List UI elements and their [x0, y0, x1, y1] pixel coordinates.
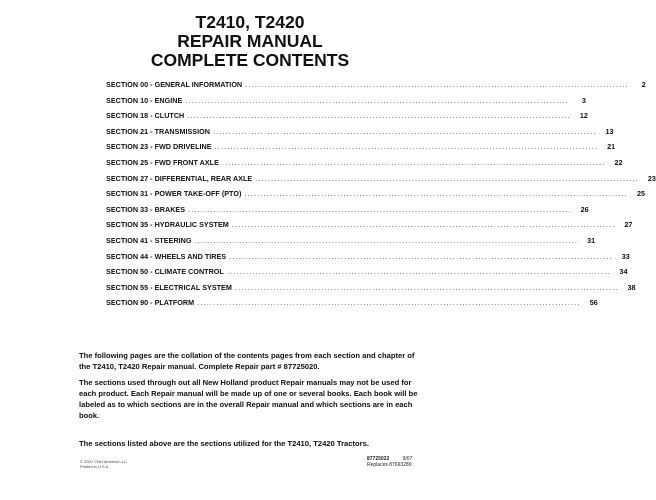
- toc-section-label: SECTION 55 - ELECTRICAL SYSTEM: [106, 282, 232, 292]
- toc-section-label: SECTION 90 - PLATFORM: [106, 298, 195, 308]
- printed-in-line: Printed in U.S.A.: [80, 464, 110, 469]
- toc-page-number: 34: [619, 267, 628, 277]
- part-info: [367, 456, 437, 468]
- toc-section-label: SECTION 44 - WHEELS AND TIRES: [106, 251, 227, 261]
- toc-entry: [106, 142, 616, 158]
- toc-dot-leader: ........................................................................................................................: [255, 173, 639, 183]
- toc-dot-leader: ........................................................................................................................: [212, 126, 597, 136]
- copyright-line: © 2007 CNH America LLC: [80, 459, 127, 464]
- toc-dot-leader: ........................................................................................................................: [214, 142, 599, 152]
- toc-dot-leader: ........................................................................................................................: [229, 251, 613, 261]
- intro-paragraph: The following pages are the collation of the contents pages from each section and chapter of the T2410, T2420 Repair manual. Complete Repair part # 87725020.: [79, 351, 415, 371]
- toc-entry: [106, 204, 589, 221]
- toc-entry: [106, 189, 646, 205]
- toc-section-label: SECTION 10 - ENGINE: [106, 95, 183, 105]
- toc-page-number: 31: [587, 235, 596, 245]
- toc-page-number: 13: [605, 126, 614, 136]
- toc-dot-leader: ........................................................................................................................: [188, 204, 572, 214]
- toc-section-label: SECTION 27 - DIFFERENTIAL, REAR AXLE: [106, 173, 253, 183]
- toc-section-label: SECTION 21 - TRANSMISSION: [106, 126, 210, 136]
- toc-dot-leader: ........................................................................................................................: [187, 111, 571, 121]
- toc-page-number: 26: [580, 204, 589, 214]
- toc-page-number: 38: [627, 282, 636, 292]
- manual-title-type: REPAIR MANUAL: [177, 31, 323, 51]
- sections-paragraph: The sections used through out all New Holland product Repair manuals may not be used for each product. Each Repair manual will be made up of one or several books. Each book will be labeled as to which sections are in the overall Repair manual and which sections are in each book.: [79, 378, 418, 420]
- toc-page-number: 25: [636, 189, 646, 199]
- toc-dot-leader: ........................................................................................................................: [231, 220, 616, 230]
- toc-section-label: SECTION 18 - CLUTCH: [106, 111, 185, 121]
- toc-entry: [106, 282, 636, 299]
- toc-section-label: SECTION 35 - HYDRAULIC SYSTEM: [106, 220, 229, 230]
- manual-title-models: T2410, T2420: [195, 12, 305, 32]
- manual-title-contents: COMPLETE CONTENTS: [150, 50, 350, 70]
- toc-entry: [106, 126, 614, 143]
- toc-page-number: 23: [647, 173, 656, 183]
- toc-page-number: 21: [607, 142, 616, 152]
- toc-section-label: SECTION 33 - BRAKES: [106, 204, 186, 214]
- copyright-notice: [80, 459, 180, 469]
- toc-section-label: SECTION 31 - POWER TAKE-OFF (PTO): [106, 189, 242, 199]
- toc-entry: [106, 80, 646, 96]
- toc-entry: [106, 298, 598, 314]
- toc-entry: [106, 235, 596, 252]
- print-date: 9/07: [402, 456, 413, 462]
- part-number: 87725022: [367, 456, 390, 462]
- toc-section-label: SECTION 25 - FWD FRONT AXLE: [106, 157, 219, 167]
- toc-entry: [106, 267, 628, 283]
- table-of-contents: [106, 80, 656, 314]
- toc-dot-leader: ........................................................................................................................: [226, 267, 611, 277]
- toc-dot-leader: ........................................................................................................................: [185, 95, 569, 105]
- toc-page-number: 33: [621, 251, 630, 261]
- toc-entry: [106, 157, 623, 174]
- toc-dot-leader: ........................................................................................................................: [244, 189, 629, 199]
- toc-entry: [106, 95, 586, 112]
- toc-entry: [106, 251, 630, 268]
- toc-section-label: SECTION 23 - FWD DRIVELINE: [106, 142, 212, 152]
- toc-page-number: 12: [579, 111, 588, 121]
- toc-section-label: SECTION 41 - STEERING: [106, 235, 192, 245]
- toc-dot-leader: ........................................................................................................................: [221, 157, 606, 167]
- sections-utilized-paragraph: The sections listed above are the sections utilized for the T2410, T2420 Tractors.: [79, 439, 369, 448]
- toc-section-label: SECTION 00 - GENERAL INFORMATION: [106, 80, 243, 89]
- replaces-note: Replaces 87693289: [367, 462, 412, 468]
- toc-page-number: 3: [581, 95, 586, 105]
- toc-entry: [106, 111, 588, 127]
- toc-dot-leader: ........................................................................................................................: [245, 80, 629, 89]
- toc-entry: [106, 173, 656, 190]
- toc-dot-leader: ........................................................................................................................: [194, 235, 579, 245]
- toc-dot-leader: ........................................................................................................................: [197, 298, 581, 308]
- toc-page-number: 22: [614, 157, 623, 167]
- toc-page-number: 2: [641, 80, 646, 89]
- toc-section-label: SECTION 50 - CLIMATE CONTROL: [106, 267, 224, 277]
- toc-page-number: 56: [589, 298, 598, 308]
- toc-page-number: 27: [624, 220, 633, 230]
- toc-dot-leader: ........................................................................................................................: [234, 282, 619, 292]
- toc-entry: [106, 220, 633, 236]
